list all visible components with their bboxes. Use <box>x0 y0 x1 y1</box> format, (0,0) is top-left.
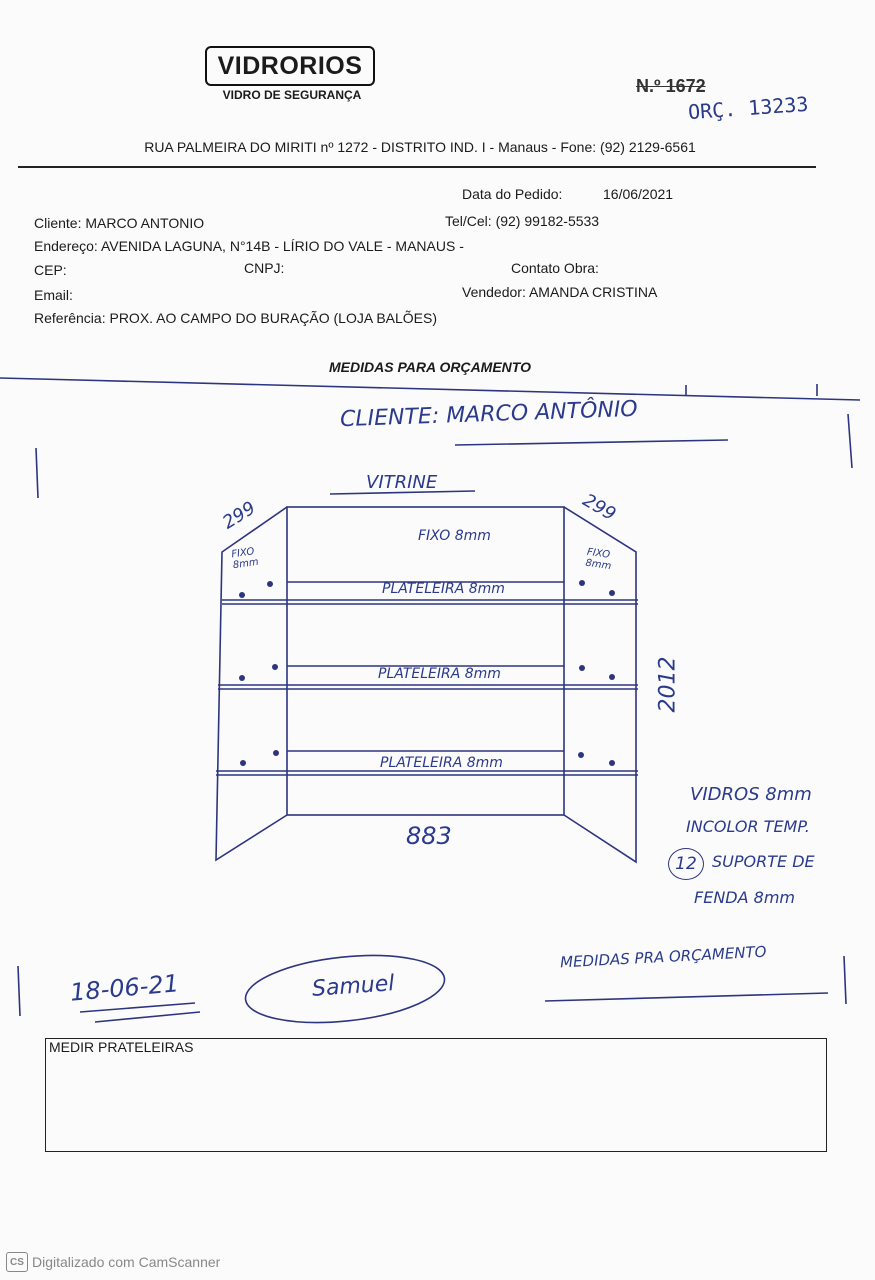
order-date-label: Data do Pedido: <box>462 186 563 202</box>
client-field: Cliente: MARCO ANTONIO <box>34 215 205 231</box>
note-line-3: SUPORTE DE <box>712 852 815 871</box>
scanner-watermark <box>6 1252 220 1272</box>
observations-box <box>45 1038 827 1152</box>
order-number: N.º 1672 <box>636 76 706 96</box>
order-date-value: 16/06/2021 <box>603 186 674 202</box>
shelf-1: PLATELEIRA 8mm <box>382 581 505 597</box>
signature: Samuel <box>311 971 396 1002</box>
company-address: RUA PALMEIRA DO MIRITI nº 1272 - DISTRITO IND. I - Manaus - Fone: (92) 2129-6561 <box>144 139 696 155</box>
top-left-glass: FIXO 8mm <box>230 546 260 572</box>
measure-note: MEDIDAS PRA ORÇAMENTO <box>559 942 767 972</box>
height-measure: 2012 <box>655 656 681 713</box>
left-side-measure: 299 <box>219 497 260 534</box>
cep-field: CEP: <box>34 262 67 278</box>
address-field: Endereço: AVENIDA LAGUNA, N°14B - LÍRIO DO VALE - MANAUS - <box>34 238 464 254</box>
shelf-2: PLATELEIRA 8mm <box>378 666 501 682</box>
reference-field: Referência: PROX. AO CAMPO DO BURAÇÃO (LOJA BALÕES) <box>34 310 438 326</box>
logo-subtitle: VIDRO DE SEGURANÇA <box>222 88 362 102</box>
logo: VIDRORIOS <box>205 46 375 86</box>
right-side-measure: 299 <box>579 489 620 526</box>
note-line-2: INCOLOR TEMP. <box>686 817 810 836</box>
phone-field: Tel/Cel: (92) 99182-5533 <box>445 213 600 229</box>
note-line-4: FENDA 8mm <box>694 888 795 907</box>
shelf-3: PLATELEIRA 8mm <box>380 755 503 771</box>
seller-field: Vendedor: AMANDA CRISTINA <box>462 284 658 300</box>
section-title: MEDIDAS PARA ORÇAMENTO <box>329 359 531 375</box>
email-field: Email: <box>34 287 73 303</box>
camscanner-icon: CS <box>6 1252 28 1272</box>
note-line-1: VIDROS 8mm <box>690 784 812 805</box>
top-right-glass: FIXO 8mm <box>584 546 612 573</box>
scanner-text: Digitalizado com CamScanner <box>32 1254 221 1270</box>
note-qty: 12 <box>668 848 704 880</box>
width-measure: 883 <box>406 822 452 850</box>
budget-number: ORÇ. 13233 <box>687 91 810 125</box>
observations-text: MEDIR PRATELEIRAS <box>49 1039 194 1055</box>
sketch-client: CLIENTE: MARCO ANTÔNIO <box>339 396 639 433</box>
sketch-label: VITRINE <box>366 472 438 493</box>
contact-field: Contato Obra: <box>511 260 599 276</box>
top-center-glass: FIXO 8mm <box>418 528 491 544</box>
cnpj-field: CNPJ: <box>244 260 285 276</box>
handwritten-date: 18-06-21 <box>68 969 180 1007</box>
